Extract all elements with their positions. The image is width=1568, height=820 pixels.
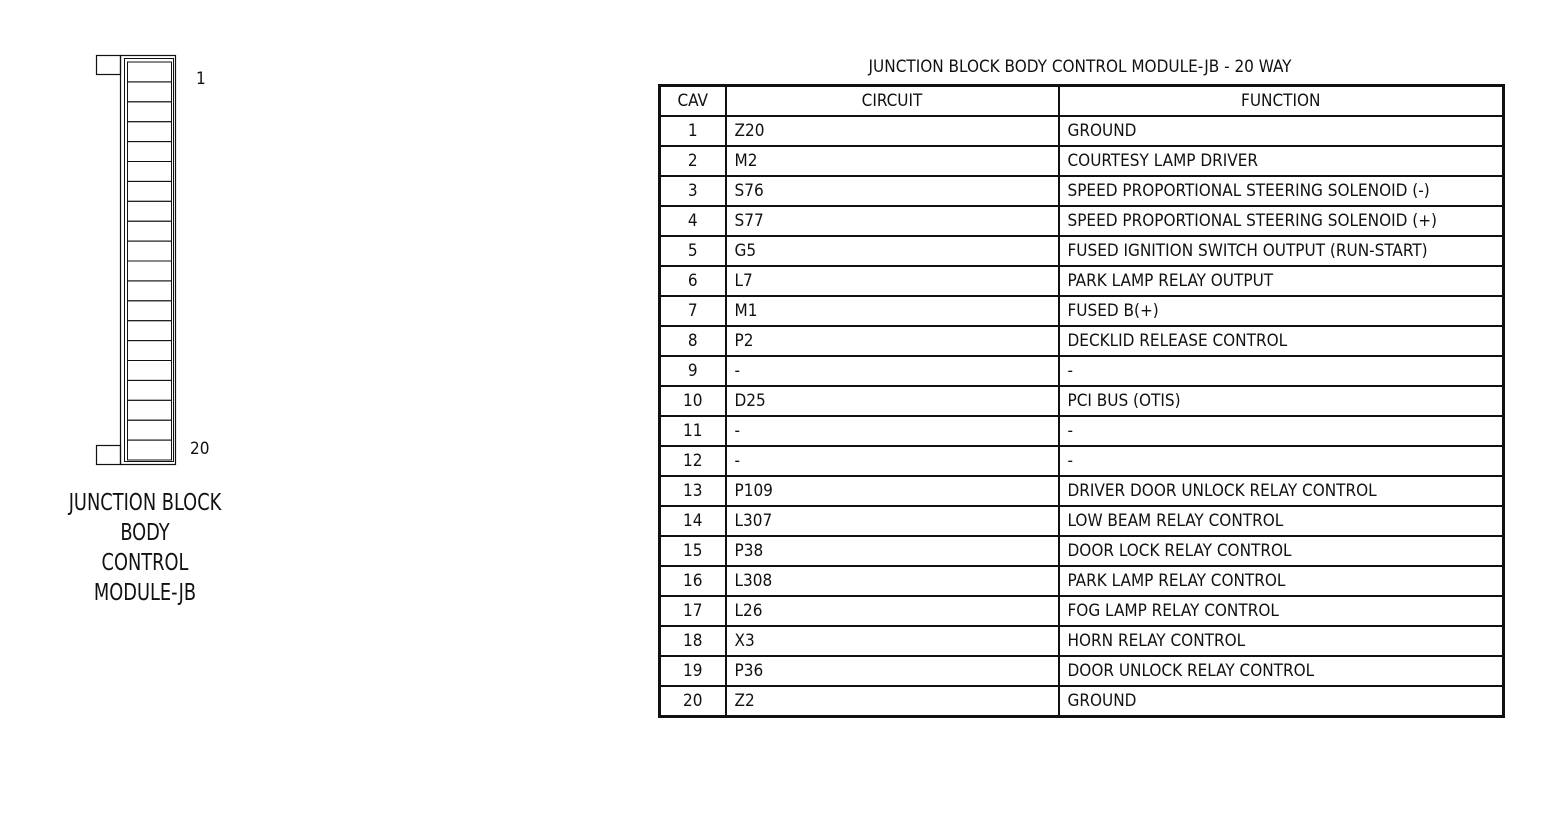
cav-cell: 10	[660, 386, 726, 416]
circuit-cell: L307	[726, 506, 1059, 536]
function-cell: PARK LAMP RELAY OUTPUT	[1059, 266, 1504, 296]
table-row	[660, 146, 1504, 176]
circuit-cell: P2	[726, 326, 1059, 356]
table-row	[660, 536, 1504, 566]
cav-cell: 2	[660, 146, 726, 176]
function-cell: DRIVER DOOR UNLOCK RELAY CONTROL	[1059, 476, 1504, 506]
connector-cavity	[128, 281, 172, 301]
header-function: FUNCTION	[1059, 86, 1504, 117]
table-row	[660, 686, 1504, 717]
table-row	[660, 266, 1504, 296]
cav-cell: 8	[660, 326, 726, 356]
circuit-cell: P38	[726, 536, 1059, 566]
connector-housing	[121, 56, 176, 465]
circuit-cell: S76	[726, 176, 1059, 206]
function-cell: SPEED PROPORTIONAL STEERING SOLENOID (+)	[1059, 206, 1504, 236]
function-cell: DECKLID RELEASE CONTROL	[1059, 326, 1504, 356]
connector-cavity	[128, 341, 172, 361]
table-row	[660, 356, 1504, 386]
connector-name-line: CONTROL	[101, 550, 189, 576]
cav-cell: 7	[660, 296, 726, 326]
cav-cell: 3	[660, 176, 726, 206]
circuit-cell: -	[726, 446, 1059, 476]
circuit-cell: L7	[726, 266, 1059, 296]
connector-name-line: BODY	[120, 520, 170, 546]
function-cell: GROUND	[1059, 686, 1504, 717]
cav-cell: 9	[660, 356, 726, 386]
connector-cavity	[128, 361, 172, 381]
connector-name-line: MODULE-JB	[93, 580, 197, 606]
cav-cell: 12	[660, 446, 726, 476]
circuit-cell: Z20	[726, 116, 1059, 146]
table-row	[660, 236, 1504, 266]
table-row	[660, 446, 1504, 476]
connector-cavity	[128, 201, 172, 221]
connector-cavity	[128, 420, 172, 440]
connector-cavity	[128, 102, 172, 122]
function-cell: HORN RELAY CONTROL	[1059, 626, 1504, 656]
cav-cell: 14	[660, 506, 726, 536]
function-cell: FUSED B(+)	[1059, 296, 1504, 326]
connector-cavity	[128, 400, 172, 420]
circuit-cell: M1	[726, 296, 1059, 326]
cav-cell: 4	[660, 206, 726, 236]
cav-cell: 16	[660, 566, 726, 596]
connector-cavity	[128, 181, 172, 201]
connector-cavity	[128, 261, 172, 281]
table-body	[660, 116, 1504, 717]
table-row	[660, 656, 1504, 686]
function-cell: -	[1059, 416, 1504, 446]
cav-cell: 6	[660, 266, 726, 296]
connector-housing-inner	[125, 59, 174, 462]
circuit-cell: Z2	[726, 686, 1059, 717]
table-row	[660, 626, 1504, 656]
circuit-cell: -	[726, 416, 1059, 446]
table-row	[660, 386, 1504, 416]
table-row	[660, 416, 1504, 446]
connector-cavity	[128, 321, 172, 341]
cav-cell: 1	[660, 116, 726, 146]
function-cell: -	[1059, 356, 1504, 386]
function-cell: FOG LAMP RELAY CONTROL	[1059, 596, 1504, 626]
cav-cell: 19	[660, 656, 726, 686]
table-row	[660, 176, 1504, 206]
cav-cell: 18	[660, 626, 726, 656]
function-cell: -	[1059, 446, 1504, 476]
function-cell: PARK LAMP RELAY CONTROL	[1059, 566, 1504, 596]
circuit-cell: L26	[726, 596, 1059, 626]
function-cell: DOOR LOCK RELAY CONTROL	[1059, 536, 1504, 566]
table-title: JUNCTION BLOCK BODY CONTROL MODULE-JB - 20 WAY	[868, 57, 1292, 77]
function-cell: DOOR UNLOCK RELAY CONTROL	[1059, 656, 1504, 686]
pinout-table	[658, 84, 1505, 718]
connector-name-line: JUNCTION BLOCK	[68, 490, 222, 516]
cav-cell: 17	[660, 596, 726, 626]
connector-name	[59, 488, 231, 608]
function-cell: SPEED PROPORTIONAL STEERING SOLENOID (-)	[1059, 176, 1504, 206]
table-row	[660, 206, 1504, 236]
connector-cavity	[128, 301, 172, 321]
header-cav: CAV	[660, 86, 726, 117]
pin-label-first: 1	[196, 69, 206, 89]
table-row	[660, 596, 1504, 626]
table-header-row	[660, 86, 1504, 117]
cav-cell: 20	[660, 686, 726, 717]
cav-cell: 13	[660, 476, 726, 506]
connector-face-diagram	[0, 0, 300, 480]
function-cell: PCI BUS (OTIS)	[1059, 386, 1504, 416]
circuit-cell: S77	[726, 206, 1059, 236]
function-cell: COURTESY LAMP DRIVER	[1059, 146, 1504, 176]
function-cell: FUSED IGNITION SWITCH OUTPUT (RUN-START)	[1059, 236, 1504, 266]
table-row	[660, 566, 1504, 596]
circuit-cell: M2	[726, 146, 1059, 176]
connector-cavity	[128, 221, 172, 241]
circuit-cell: X3	[726, 626, 1059, 656]
pin-label-last: 20	[190, 439, 210, 459]
table-row	[660, 326, 1504, 356]
table-row	[660, 506, 1504, 536]
connector-top-tab	[97, 56, 121, 75]
cav-cell: 5	[660, 236, 726, 266]
connector-cavity	[128, 380, 172, 400]
circuit-cell: -	[726, 356, 1059, 386]
connector-cavity	[128, 62, 172, 82]
cav-cell: 15	[660, 536, 726, 566]
connector-cavity	[128, 122, 172, 142]
connector-cavity	[128, 142, 172, 162]
header-circuit: CIRCUIT	[726, 86, 1059, 117]
connector-cavity	[128, 82, 172, 102]
cav-cell: 11	[660, 416, 726, 446]
connector-cavity	[128, 241, 172, 261]
table-row	[660, 116, 1504, 146]
connector-bottom-tab	[97, 446, 121, 465]
table-row	[660, 476, 1504, 506]
connector-cavity	[128, 162, 172, 182]
circuit-cell: D25	[726, 386, 1059, 416]
circuit-cell: P36	[726, 656, 1059, 686]
connector-cavity	[128, 440, 172, 460]
circuit-cell: L308	[726, 566, 1059, 596]
table-row	[660, 296, 1504, 326]
circuit-cell: G5	[726, 236, 1059, 266]
circuit-cell: P109	[726, 476, 1059, 506]
function-cell: GROUND	[1059, 116, 1504, 146]
function-cell: LOW BEAM RELAY CONTROL	[1059, 506, 1504, 536]
